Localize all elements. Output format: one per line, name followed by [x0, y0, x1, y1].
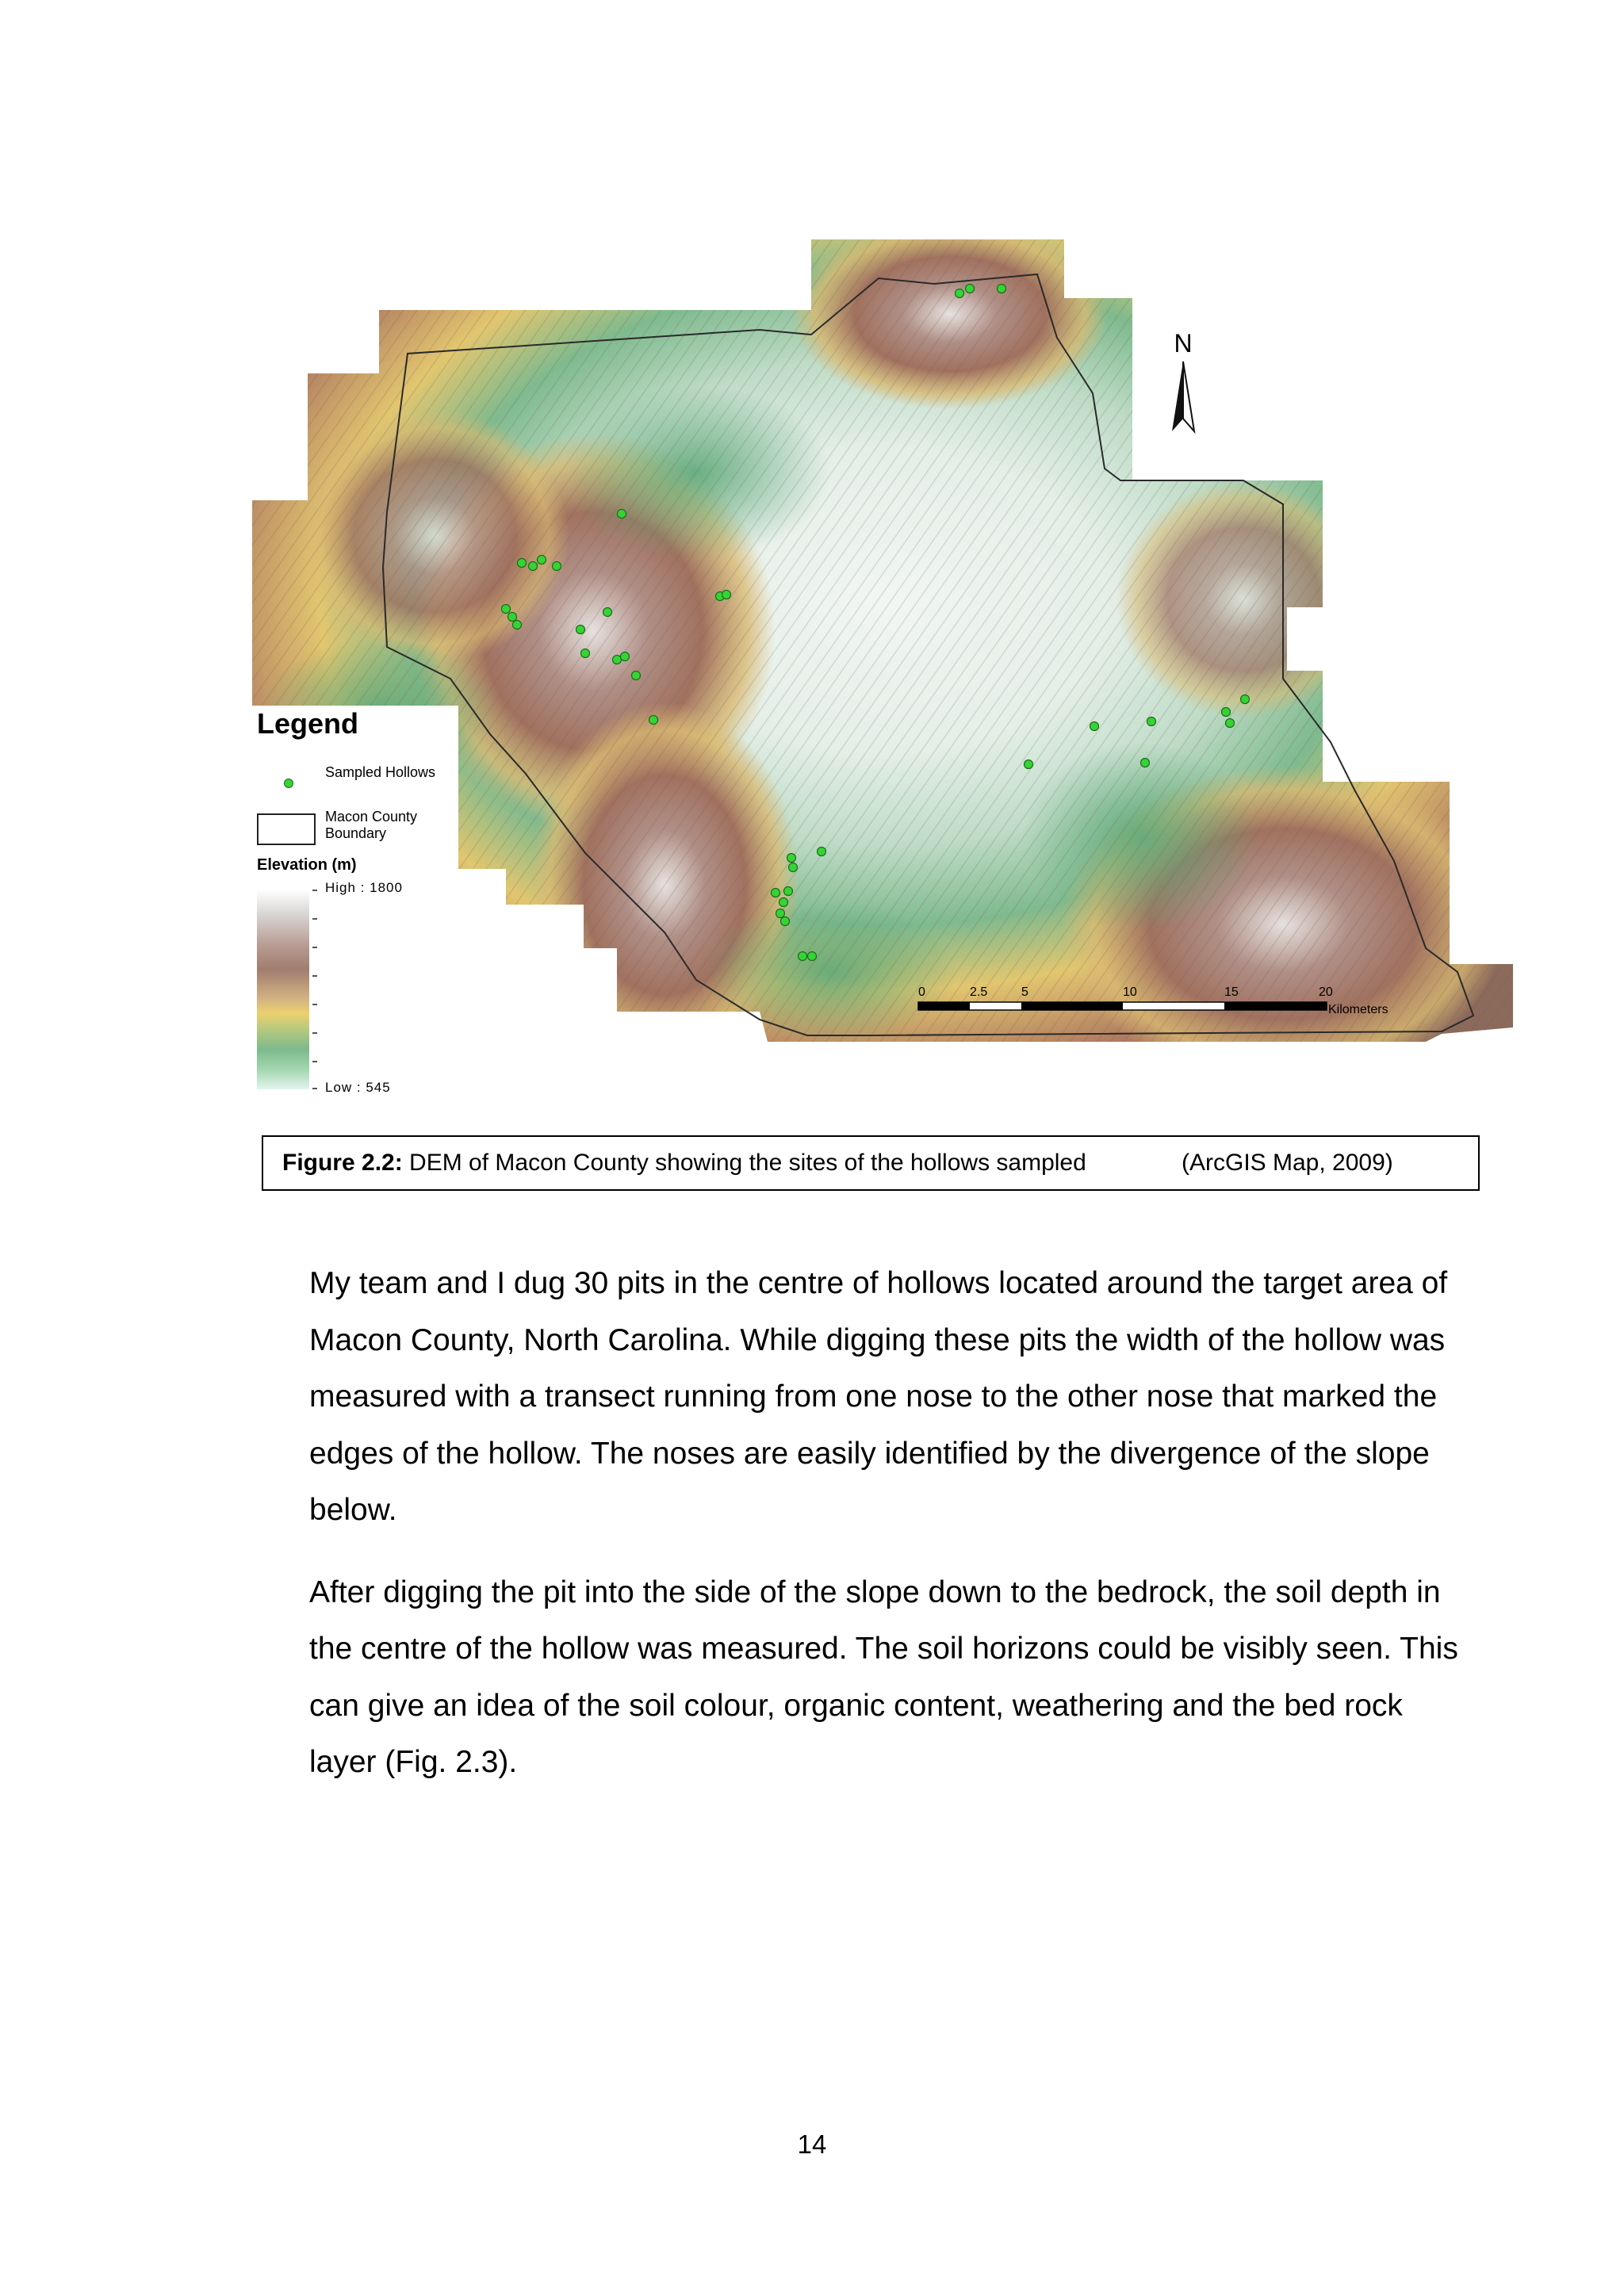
- hollow-marker: [1226, 719, 1235, 728]
- hollow-marker: [966, 285, 975, 293]
- hollow-marker: [781, 917, 790, 926]
- hollow-marker: [649, 716, 658, 725]
- caption-source: (ArcGIS Map, 2009): [1182, 1150, 1393, 1176]
- hollow-marker: [1147, 718, 1156, 726]
- hollow-marker: [632, 672, 641, 680]
- hollow-marker: [772, 889, 780, 897]
- scale-tick-label: 20: [1319, 985, 1333, 999]
- hollow-marker: [518, 559, 527, 568]
- hollow-marker: [618, 510, 626, 519]
- scale-tick-label: 15: [1224, 985, 1239, 999]
- legend-low-value: Low : 545: [325, 1080, 391, 1095]
- hollow-marker: [603, 608, 612, 617]
- body-text: [309, 1255, 1459, 1816]
- elevation-ramp-ticks: [309, 890, 319, 1089]
- hollow-marker: [789, 863, 798, 872]
- scale-tick-label: 10: [1123, 985, 1137, 999]
- north-arrow: [1172, 329, 1194, 431]
- hollow-marker: [621, 652, 630, 661]
- scale-tick-label: 5: [1021, 985, 1028, 999]
- caption-text: DEM of Macon County showing the sites of the hollows sampled: [409, 1150, 1086, 1176]
- legend-high-value: High : 1800: [325, 880, 403, 895]
- hollow-marker: [818, 848, 826, 856]
- caption-label: Figure 2.2:: [282, 1150, 403, 1176]
- sampled-hollow-symbol: [284, 779, 293, 788]
- hollow-marker: [799, 952, 807, 961]
- paragraph: After digging the pit into the side of the slope down to the bedrock, the soil depth in the centre of the hollow was measured. The soil horizons could be visibly seen. This can give an idea of the soil colour, organic content, weathering and the bed rock layer (Fig. 2.3).: [309, 1575, 1458, 1779]
- hollow-marker: [1090, 722, 1099, 731]
- page-number: 14: [797, 2130, 827, 2159]
- hollow-marker: [576, 626, 585, 634]
- hollow-marker: [1025, 760, 1033, 769]
- hollow-marker: [779, 898, 788, 907]
- paragraph: My team and I dug 30 pits in the centre of hollows located around the target area of Macon County, North Carolina. While digging these pits the width of the hollow was measured with a transect running from one nose to the other nose that marked the edges of the hollow. The noses are easily identified by the divergence of the slope below.: [309, 1266, 1448, 1527]
- scale-tick-label: 2.5: [970, 985, 988, 999]
- hollow-marker: [787, 854, 796, 863]
- legend-sampled-hollows: Sampled Hollows: [325, 764, 436, 780]
- boundary-symbol: [257, 813, 316, 845]
- hollow-marker: [502, 605, 511, 614]
- scale-tick-label: 0: [918, 985, 925, 999]
- hollow-marker: [508, 613, 517, 622]
- hollow-marker: [1241, 695, 1250, 704]
- hollow-marker: [956, 289, 964, 298]
- hollow-marker: [722, 591, 731, 599]
- hollow-marker: [784, 887, 793, 896]
- hollow-marker: [513, 621, 522, 629]
- legend-county-boundary: Macon County Boundary: [325, 809, 418, 841]
- hollow-marker: [613, 656, 622, 664]
- hollow-marker: [1222, 708, 1231, 717]
- hollow-marker: [776, 909, 785, 918]
- hollow-marker: [1141, 759, 1150, 767]
- north-label: N: [1174, 329, 1193, 358]
- scale-units: Kilometers: [1328, 1003, 1388, 1016]
- figure-caption: [262, 1135, 1480, 1191]
- legend-elevation-title: Elevation (m): [257, 856, 357, 874]
- hollow-marker: [808, 952, 817, 961]
- hollow-marker: [998, 285, 1006, 293]
- hollow-marker: [553, 562, 561, 571]
- hollow-marker: [538, 556, 546, 564]
- legend-title: Legend: [257, 707, 359, 740]
- map-legend: [252, 706, 458, 1102]
- hollow-marker: [529, 562, 538, 571]
- hollow-marker: [581, 649, 590, 658]
- elevation-color-ramp: [257, 890, 309, 1089]
